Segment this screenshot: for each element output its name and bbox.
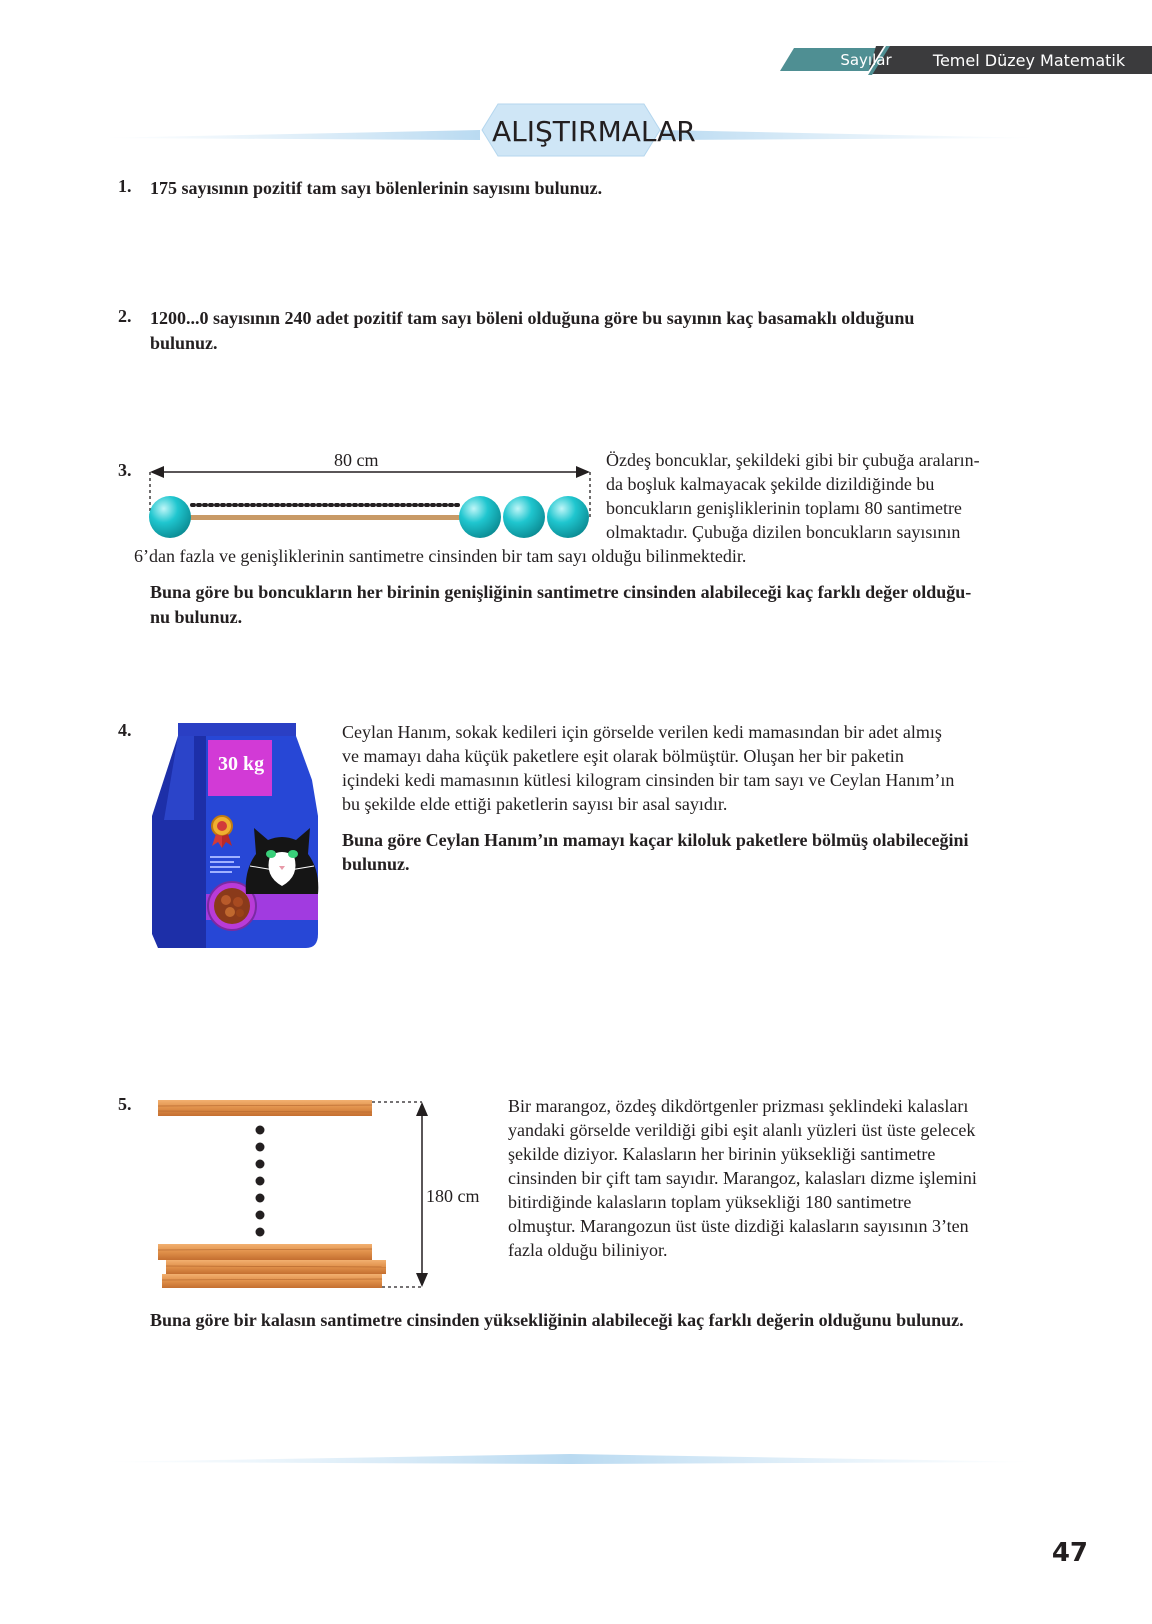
page-number: 47 bbox=[1051, 1538, 1088, 1568]
question-4-line-2: ve mamayı daha küçük paketlere eşit olarak bölmüştür. Oluşan her bir paketin bbox=[342, 746, 904, 766]
question-4-ask-line-1: Buna göre Ceylan Hanım’ın mamayı kaçar kiloluk paketlere bölmüş olabileceğini bbox=[342, 830, 969, 850]
question-1-text: 175 sayısının pozitif tam sayı bölenlerinin sayısını bulunuz. bbox=[150, 178, 603, 198]
question-5-line-1: Bir marangoz, özdeş dikdörtgenler prizması şeklindeki kalasları bbox=[508, 1096, 969, 1116]
question-3-line-2: da boşluk kalmayacak şekilde dizildiğinde bu bbox=[606, 474, 935, 494]
planks-height-label: 180 cm bbox=[426, 1186, 480, 1206]
question-3-ask-line-1: Buna göre bu boncukların her birinin genişliğinin santimetre cinsinden alabileceği kaç farklı değer olduğu- bbox=[150, 582, 972, 602]
question-5-line-5: bitirdiğinde kalasların toplam yüksekliği 180 santimetre bbox=[508, 1192, 912, 1212]
question-4-line-3: içindeki kedi mamasının kütlesi kilogram cinsinden bir tam sayı ve Ceylan Hanım’ın bbox=[342, 770, 955, 790]
question-5-line-4: cinsinden bir çift tam sayıdır. Marangoz, kalasları dizme işlemini bbox=[508, 1168, 977, 1188]
cat-food-bag-image bbox=[150, 720, 322, 952]
question-5-number: 5. bbox=[118, 1094, 132, 1114]
question-5-line-2: yandaki görselde verildiği gibi eşit alanlı yüzleri üst üste gelecek bbox=[508, 1120, 976, 1140]
question-3-line-5: 6’dan fazla ve genişliklerinin santimetre cinsinden bir tam sayı olduğu bilinmektedir. bbox=[134, 546, 747, 566]
question-4-line-1: Ceylan Hanım, sokak kedileri için görselde verilen kedi mamasından bir adet almış bbox=[342, 722, 942, 742]
question-5-ask: Buna göre bir kalasın santimetre cinsinden yüksekliğinin alabileceği kaç farklı değerin olduğunu bulunuz. bbox=[150, 1310, 964, 1330]
footer-divider bbox=[100, 1452, 1040, 1468]
question-2-line-2: bulunuz. bbox=[150, 333, 218, 353]
question-3-line-4: olmaktadır. Çubuğa dizilen boncukların sayısının bbox=[606, 522, 961, 542]
question-3-number: 3. bbox=[118, 460, 132, 480]
question-4-ask-line-2: bulunuz. bbox=[342, 854, 410, 874]
question-2-line-1: 1200...0 sayısının 240 adet pozitif tam sayı böleni olduğuna göre bu sayının kaç basamaklı olduğunu bbox=[150, 308, 915, 328]
bag-weight-label: 30 kg bbox=[218, 753, 265, 775]
stacked-planks-figure bbox=[154, 1090, 444, 1300]
question-5-line-3: şekilde diziyor. Kalasların her birinin yüksekliği santimetre bbox=[508, 1144, 936, 1164]
question-3-line-1: Özdeş boncuklar, şekildeki gibi bir çubuğa araların- bbox=[606, 450, 980, 470]
question-3-ask-line-2: nu bulunuz. bbox=[150, 607, 243, 627]
page-title: ALIŞTIRMALAR bbox=[492, 115, 696, 148]
question-1-number: 1. bbox=[118, 176, 132, 196]
question-4-line-4: bu şekilde elde ettiği paketlerin sayısı bir asal sayıdır. bbox=[342, 794, 728, 814]
header-series-title: Temel Düzey Matematik 11 bbox=[932, 51, 1126, 96]
beads-length-label: 80 cm bbox=[334, 450, 379, 470]
question-5-line-7: fazla olduğu biliniyor. bbox=[508, 1240, 668, 1260]
question-4-number: 4. bbox=[118, 720, 132, 740]
header-section-label: Sayılar bbox=[840, 51, 892, 69]
question-3-line-3: boncukların genişliklerinin toplamı 80 santimetre bbox=[606, 498, 962, 518]
question-2-number: 2. bbox=[118, 306, 132, 326]
question-5-line-6: olmuştur. Marangozun üst üste dizdiği kalasların sayısının 3’ten bbox=[508, 1216, 969, 1236]
